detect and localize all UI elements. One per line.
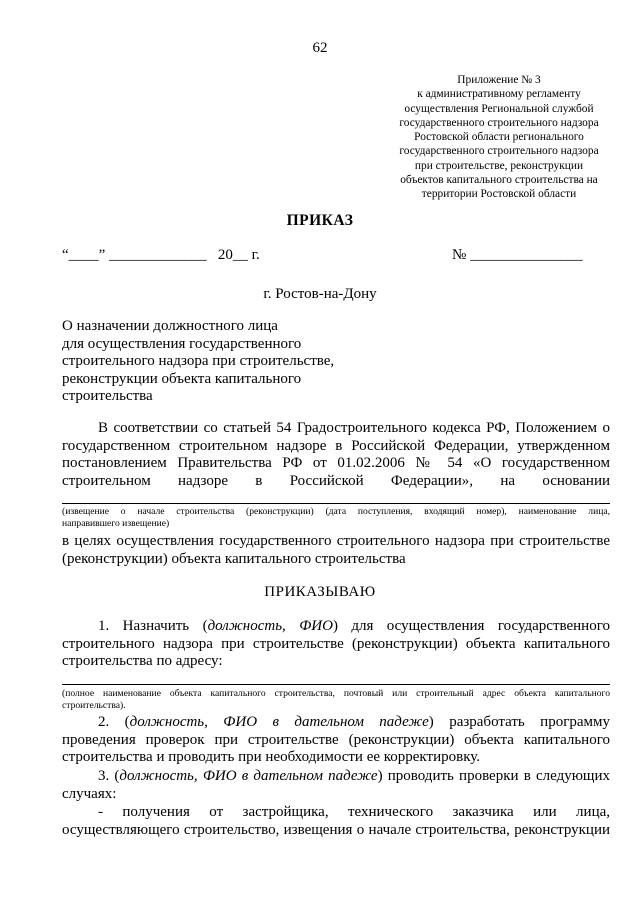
- date-field: [62, 247, 260, 264]
- year-prefix: 20: [217, 247, 233, 263]
- appendix-line: при строительстве, реконструкции: [414, 159, 584, 172]
- item-1-placeholder: должность, ФИО: [207, 618, 333, 634]
- item-2-tail: ) разработать программу: [428, 714, 611, 730]
- appendix-line: к административному регламенту: [417, 88, 581, 101]
- footnote-line: направившего извещение): [62, 517, 170, 529]
- appendix-line: Приложение № 3: [457, 74, 541, 86]
- purpose-line: (реконструкции) объекта капитального строительства: [62, 550, 406, 567]
- appendix-line: осуществления Региональной службой: [404, 102, 594, 115]
- bullet-line: осуществляющего строительство, извещения о начале строительства, реконструкции: [62, 821, 610, 838]
- appendix-line: государственного строительного надзора: [399, 145, 599, 158]
- item-3: [62, 768, 610, 803]
- preamble-line: строительном надзоре в Российской Федерации», на основании: [62, 472, 610, 489]
- item-2: [62, 714, 610, 767]
- purpose-line: в целях осуществления государственного строительного надзора при строительстве: [62, 533, 610, 549]
- appendix-line: Ростовской области регионального: [414, 131, 584, 144]
- purpose-paragraph: [62, 533, 610, 568]
- item-2-line: строительства и проводить при необходимости ее корректировку.: [62, 749, 481, 766]
- footnote-line: строительства).: [62, 699, 126, 711]
- item-1-line: строительного надзора при строительстве (реконструкции) объекта капитального: [62, 635, 610, 652]
- item-1-first-line: [62, 618, 610, 636]
- preamble-line: В соответствии со статьей 54 Градостроительного кодекса РФ, Положением о: [98, 420, 610, 436]
- subject-line: О назначении должностного лица: [62, 318, 278, 334]
- appendix-line: объектов капитального строительства на: [400, 174, 598, 187]
- item-1-lead: 1. Назначить (: [98, 618, 208, 634]
- item-1-line: строительства по адресу:: [62, 653, 223, 670]
- subject-line: строительного надзора при строительстве,: [62, 353, 335, 370]
- document-title: ПРИКАЗ: [286, 212, 354, 229]
- number-field: [452, 247, 583, 264]
- item-3-bullet: [62, 804, 610, 839]
- subject-line: для осуществления государственного: [62, 335, 302, 352]
- appendix-line: государственного строительного надзора: [399, 116, 599, 129]
- item-3-tail: ) проводить проверки в следующих: [377, 768, 610, 784]
- year-suffix: г.: [247, 247, 260, 263]
- city: г. Ростов-на-Дону: [263, 286, 377, 302]
- number-blank: _______________: [470, 247, 583, 263]
- item-3-lead: 3. (: [98, 768, 120, 784]
- footnote-basis: [62, 506, 610, 529]
- order-subject: [62, 318, 334, 406]
- item-2-lead: 2. (: [98, 714, 130, 730]
- order-heading: ПРИКАЗЫВАЮ: [264, 584, 376, 600]
- subject-line: реконструкции объекта капитального: [62, 370, 302, 387]
- subject-line: строительства: [62, 388, 153, 405]
- item-3-placeholder: должность, ФИО в дательном падеже: [119, 768, 378, 784]
- day-blank: ____: [68, 247, 99, 263]
- month-blank: _____________: [109, 247, 207, 263]
- item-2-first-line: [62, 714, 610, 732]
- preamble-line: постановлением Правительства РФ от 01.02.2006 № 54 «О государственном: [62, 455, 610, 472]
- fill-in-rule: [62, 503, 610, 504]
- fill-in-rule: [62, 684, 610, 685]
- footnote-line: (извещение о начале строительства (реконструкции) (дата поступления, входящий номер), наименование лица,: [62, 506, 610, 517]
- item-1-tail: ) для осуществления государственного: [332, 618, 610, 634]
- year-blank: __: [232, 247, 248, 263]
- appendix-header: [388, 73, 610, 202]
- item-1: [62, 618, 610, 671]
- footnote-object: [62, 688, 610, 711]
- bullet-line: - получения от застройщика, технического заказчика или лица,: [98, 804, 610, 820]
- page-number: 62: [312, 40, 328, 56]
- number-label: №: [452, 247, 467, 263]
- footnote-line: (полное наименование объекта капитального строительства, почтовый или строительный адрес объекта капитального: [62, 688, 610, 699]
- date-quote-open: “: [62, 247, 69, 263]
- item-3-line: случаях:: [62, 785, 117, 802]
- preamble-line: государственном строительном надзоре в Российской Федерации, утвержденном: [62, 437, 610, 454]
- item-2-placeholder: должность, ФИО в дательном падеже: [129, 714, 429, 730]
- preamble-paragraph: [62, 420, 610, 490]
- date-quote-close: ”: [98, 247, 106, 263]
- item-2-line: проведения проверок при строительстве (реконструкции) объекта капитального: [62, 731, 610, 748]
- appendix-line: территории Ростовской области: [421, 188, 577, 201]
- item-3-first-line: [62, 768, 610, 786]
